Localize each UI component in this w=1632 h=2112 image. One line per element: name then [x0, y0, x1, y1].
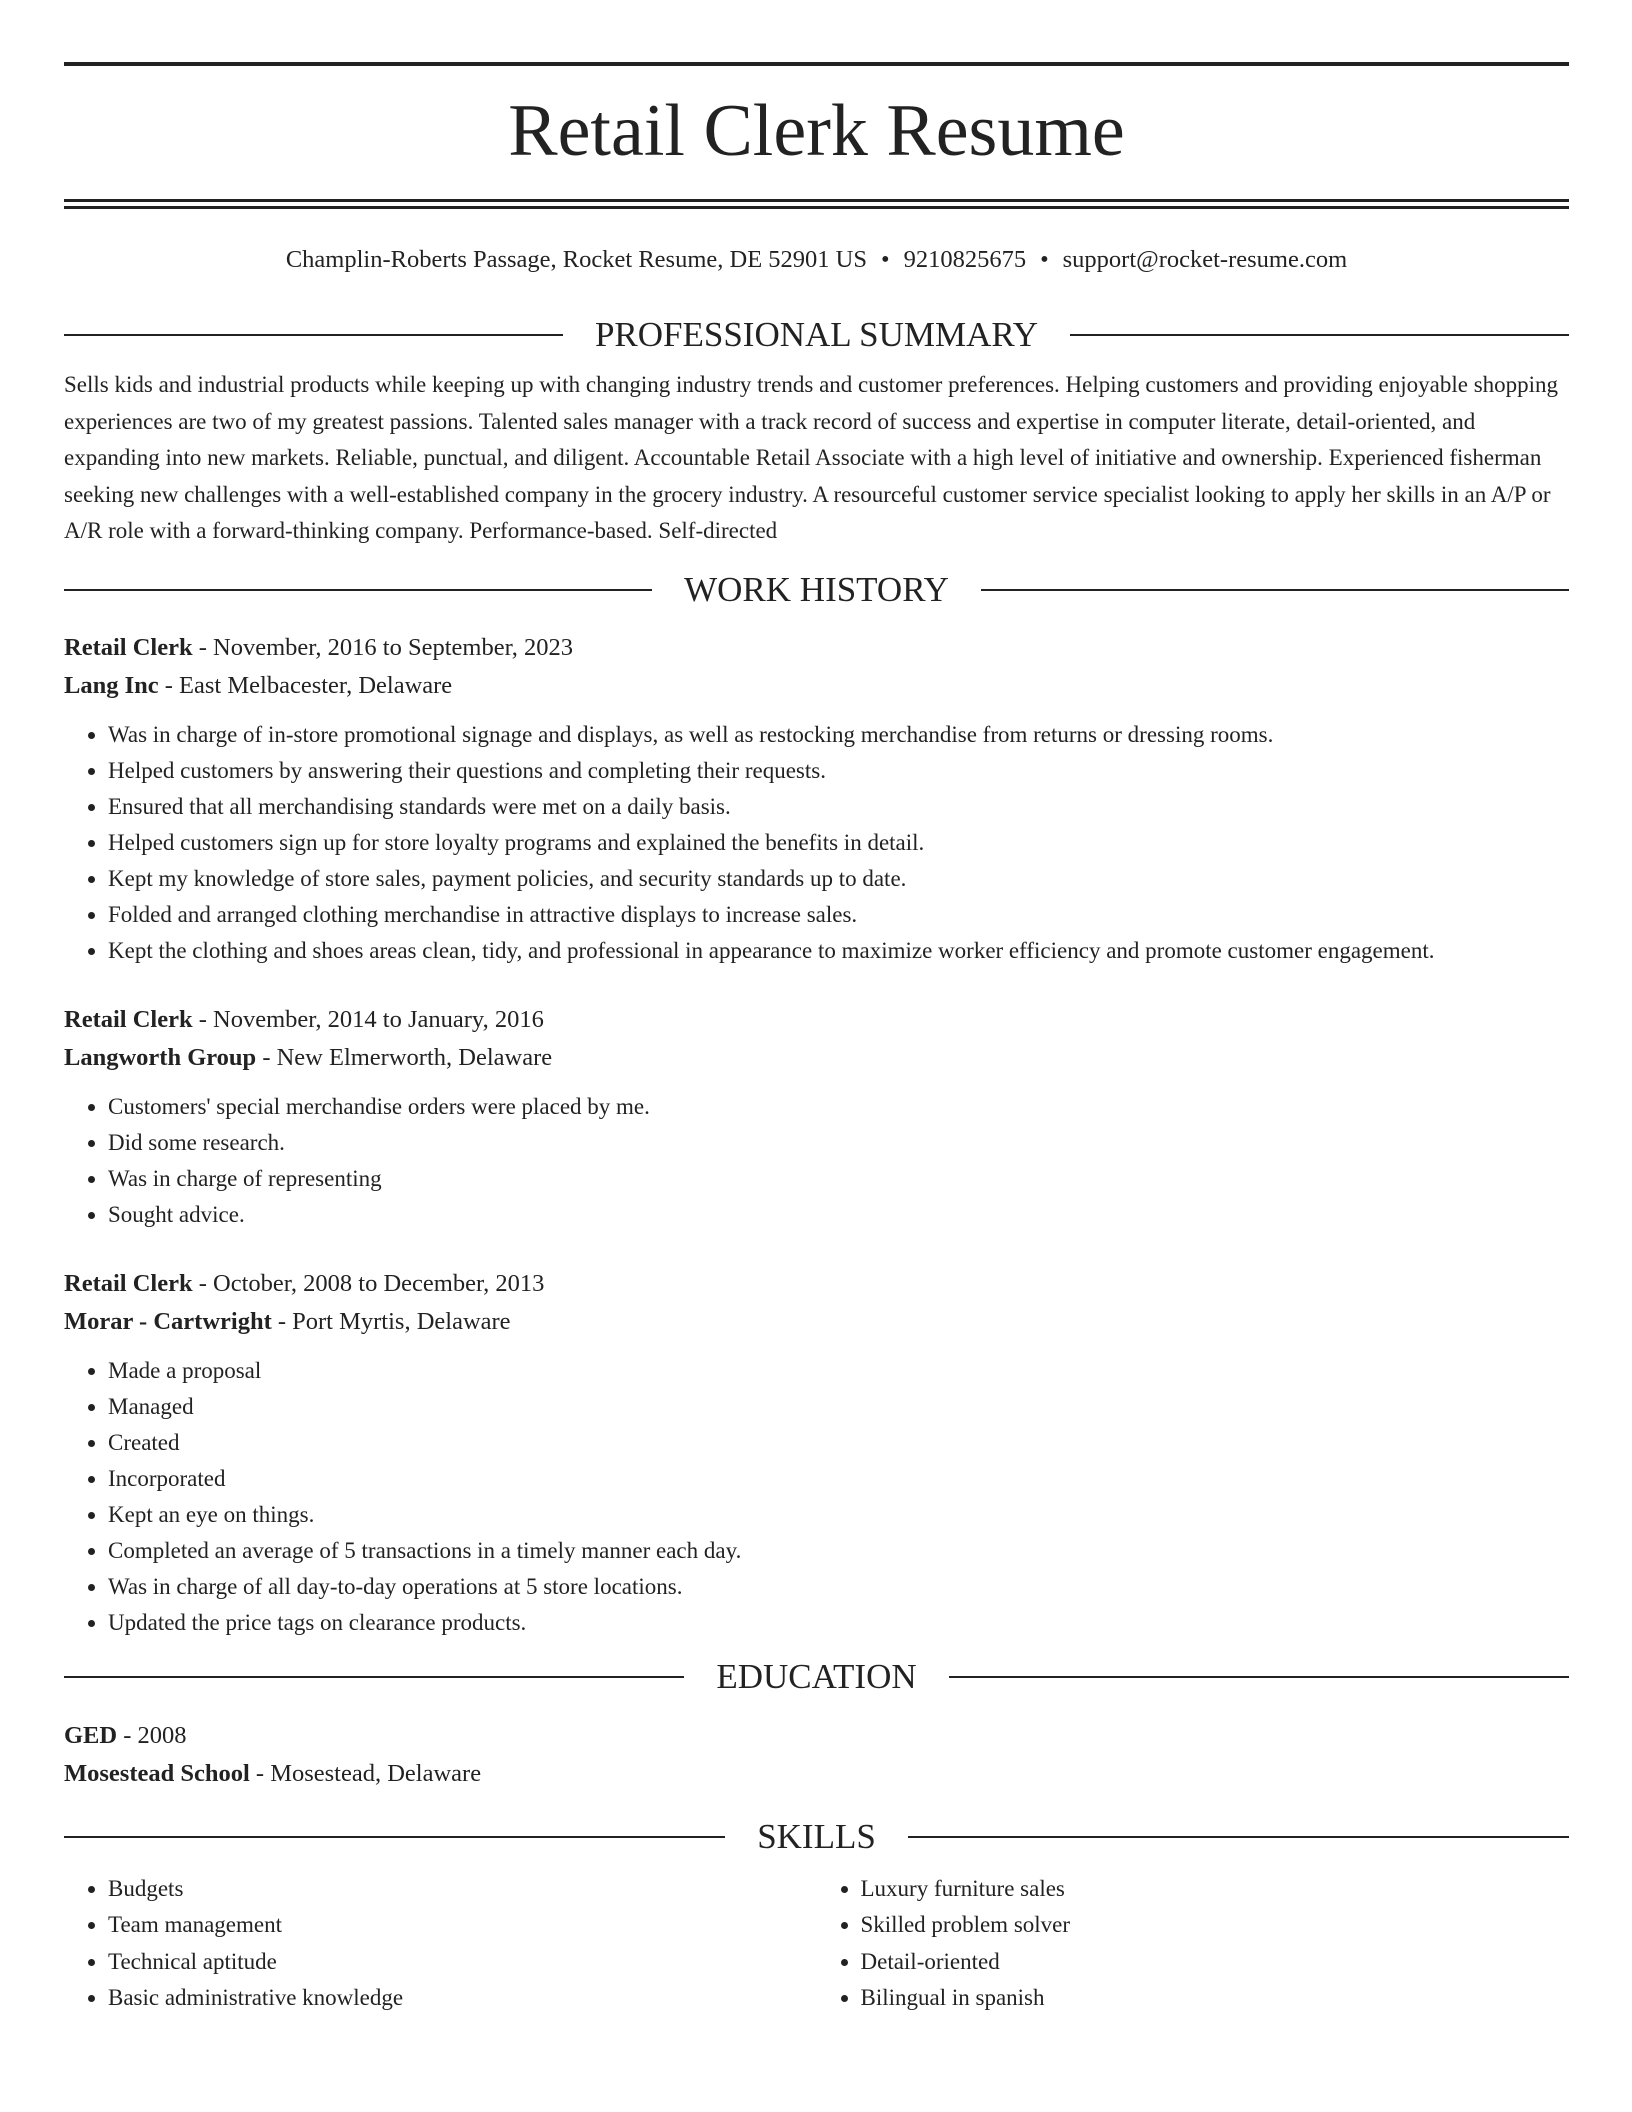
job-company-line	[64, 1039, 1569, 1077]
skills-section-header	[64, 1817, 1569, 1857]
job-bullet: • Was in charge of in-store promotional signage and displays, as well as restocking merchandise from returns or dressing rooms.	[108, 717, 1569, 753]
job-bullets	[64, 1353, 1569, 1641]
contact-line	[64, 245, 1569, 275]
job-entry	[64, 1001, 1569, 1233]
job-bullet: • Sought advice.	[108, 1197, 1569, 1233]
job-bullet: • Made a proposal	[108, 1353, 1569, 1389]
skill-item: • Luxury furniture sales	[861, 1871, 1570, 1908]
job-bullet: • Kept the clothing and shoes areas clean, tidy, and professional in appearance to maximize worker efficiency and promote customer engagement.	[108, 933, 1569, 969]
job-title: Retail Clerk	[64, 1005, 193, 1033]
job-bullet: • Folded and arranged clothing merchandise in attractive displays to increase sales.	[108, 897, 1569, 933]
job-bullet: • Managed	[108, 1389, 1569, 1425]
skill-item: • Bilingual in spanish	[861, 1980, 1570, 2017]
section-rule	[908, 1836, 1569, 1838]
job-location: - New Elmerworth, Delaware	[256, 1043, 553, 1071]
job-bullet: • Was in charge of all day-to-day operations at 5 store locations.	[108, 1569, 1569, 1605]
job-company: Morar - Cartwright	[64, 1307, 272, 1335]
job-bullet: • Updated the price tags on clearance products.	[108, 1605, 1569, 1641]
job-title-line	[64, 1001, 1569, 1039]
job-company-line	[64, 667, 1569, 705]
skills-list-right	[817, 1871, 1570, 2017]
education-degree: GED	[64, 1721, 118, 1749]
job-company: Langworth Group	[64, 1043, 257, 1071]
job-bullet: • Customers' special merchandise orders were placed by me.	[108, 1089, 1569, 1125]
skill-item: • Skilled problem solver	[861, 1907, 1570, 1944]
education-heading: EDUCATION	[716, 1656, 917, 1696]
contact-phone: 9210825675	[903, 246, 1027, 273]
section-rule	[1070, 334, 1569, 336]
section-rule	[64, 1836, 725, 1838]
job-bullet: • Was in charge of representing	[108, 1161, 1569, 1197]
summary-heading: PROFESSIONAL SUMMARY	[594, 315, 1039, 354]
job-bullets	[64, 717, 1569, 969]
job-bullet: • Ensured that all merchandising standards were met on a daily basis.	[108, 789, 1569, 825]
job-bullets	[64, 1089, 1569, 1233]
job-bullet: • Kept my knowledge of store sales, payment policies, and security standards up to date.	[108, 861, 1569, 897]
job-entry	[64, 1265, 1569, 1641]
top-rule	[64, 62, 1569, 66]
job-bullet: • Completed an average of 5 transactions in a timely manner each day.	[108, 1533, 1569, 1569]
education-degree-line	[64, 1717, 1569, 1755]
job-company: Lang Inc	[64, 671, 159, 699]
job-bullet: • Created	[108, 1425, 1569, 1461]
section-rule	[64, 334, 563, 336]
education-section-header	[64, 1657, 1569, 1697]
skills-columns	[64, 1871, 1569, 2017]
education-entry	[64, 1717, 1569, 1793]
job-bullet: • Did some research.	[108, 1125, 1569, 1161]
section-rule	[949, 1676, 1569, 1678]
job-company-line	[64, 1303, 1569, 1341]
job-location: - Port Myrtis, Delaware	[271, 1307, 511, 1335]
skill-item: • Technical aptitude	[108, 1944, 817, 1981]
skill-item: • Detail-oriented	[861, 1944, 1570, 1981]
education-school-line	[64, 1755, 1569, 1793]
education-location: - Mosestead, Delaware	[249, 1759, 482, 1787]
contact-separator: •	[1040, 246, 1049, 273]
work-section-header	[64, 570, 1569, 610]
section-rule	[64, 1676, 684, 1678]
summary-section-header	[64, 315, 1569, 355]
job-bullet: • Incorporated	[108, 1461, 1569, 1497]
job-bullet: • Helped customers by answering their questions and completing their requests.	[108, 753, 1569, 789]
section-rule	[64, 589, 652, 591]
resume-title: Retail Clerk Resume	[508, 90, 1125, 172]
job-entry	[64, 629, 1569, 969]
skills-list-left	[64, 1871, 817, 2017]
job-title: Retail Clerk	[64, 633, 193, 661]
title-double-rule	[64, 199, 1569, 209]
job-bullet: • Helped customers sign up for store loyalty programs and explained the benefits in detail.	[108, 825, 1569, 861]
job-dates: - November, 2014 to January, 2016	[192, 1005, 544, 1033]
job-title-line	[64, 1265, 1569, 1303]
education-school: Mosestead School	[64, 1759, 250, 1787]
job-title: Retail Clerk	[64, 1269, 193, 1297]
section-rule	[981, 589, 1569, 591]
skill-item: • Basic administrative knowledge	[108, 1980, 817, 2017]
contact-email: support@rocket-resume.com	[1062, 246, 1348, 273]
job-bullet: • Kept an eye on things.	[108, 1497, 1569, 1533]
contact-separator: •	[880, 246, 890, 273]
job-location: - East Melbacester, Delaware	[158, 671, 453, 699]
skill-item: • Budgets	[108, 1871, 817, 1908]
job-dates: - October, 2008 to December, 2013	[192, 1269, 545, 1297]
skills-heading: SKILLS	[757, 1816, 876, 1856]
job-title-line	[64, 629, 1569, 667]
job-dates: - November, 2016 to September, 2023	[192, 633, 574, 661]
contact-address: Champlin-Roberts Passage, Rocket Resume, DE 52901 US	[285, 246, 867, 273]
education-year: - 2008	[117, 1721, 187, 1749]
summary-text: Sells kids and industrial products while keeping up with changing industry trends and customer preferences. Helping customers and providing enjoyable shopping experiences are two of my greatest passions. Talented sales manager with a track record of success and expertise in computer literate, detail-oriented, and expanding into new markets. Reliable, punctual, and diligent. Accountable Retail Associate with a high level of initiative and ownership. Experienced fisherman seeking new challenges with a well-established company in the grocery industry. A resourceful customer service specialist looking to apply her skills in an A/P or A/R role with a forward-thinking company. Performance-based. Self-directed	[64, 372, 1559, 543]
work-heading: WORK HISTORY	[684, 569, 949, 609]
skill-item: • Team management	[108, 1907, 817, 1944]
